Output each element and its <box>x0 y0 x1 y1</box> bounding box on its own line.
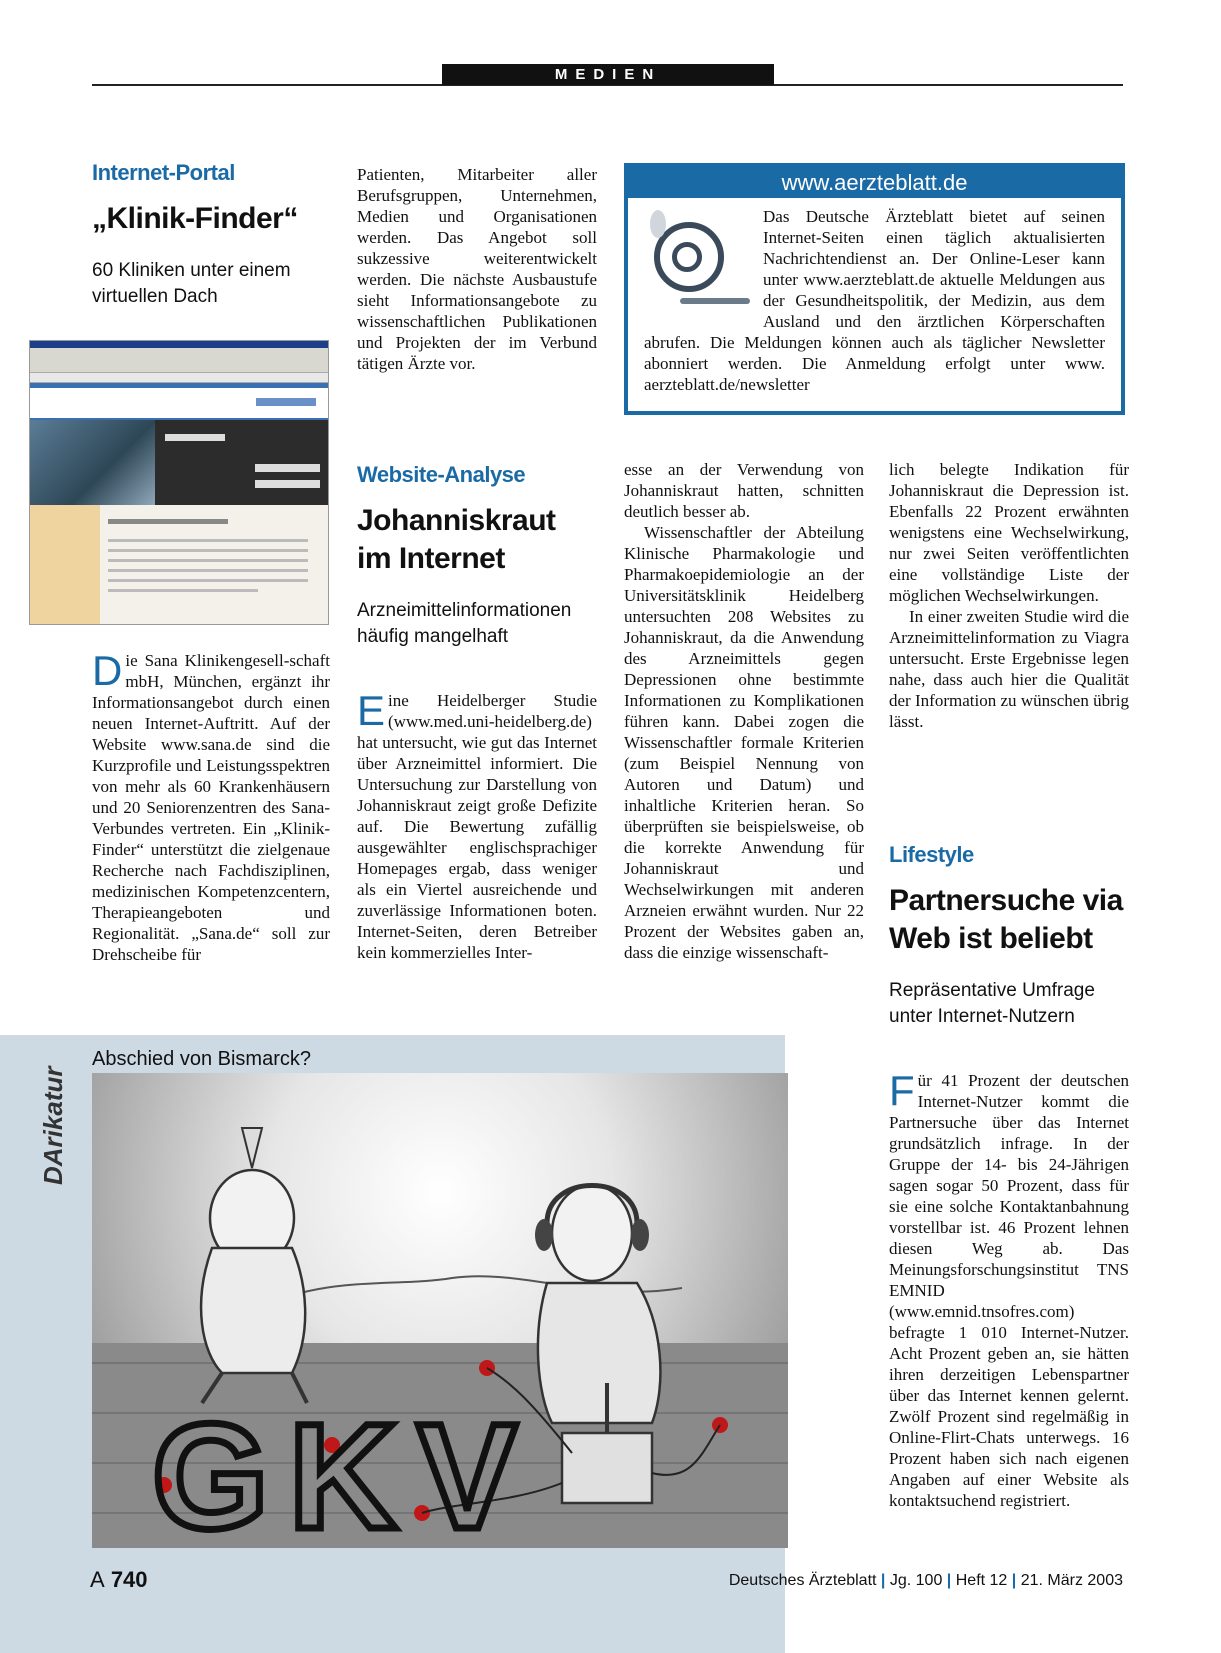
article1-subtitle: 60 Kliniken unter einem virtuellen Dach <box>92 260 291 307</box>
website-screenshot-image <box>29 340 329 625</box>
info-box-body: Das Deutsche Ärzteblatt bietet auf seinen Internet-Seiten einen täglich aktualisierten Nachrichtendienst an. Der Online-Leser kann unter www.aerzteblatt.de aktuelle Meldungen aus der Gesundheitspolitik, der Medizin, aus dem Ausland und den ärztlichen Körperschaften abrufen. Die Meldungen können auch als täglicher Newsletter abonniert werden. Die Anmeldung erfolgt unter www. aerzteblatt.de/newsletter <box>644 207 1105 394</box>
article2-kicker: Website-Analyse <box>357 462 526 487</box>
article3-dropcap: F <box>889 1067 915 1114</box>
article2-col1: Eine Heidelberger Studie (www.med.uni-heidelberg.de) hat untersucht, wie gut das Internet über Arzneimittel informiert. Die Untersuchung zur Darstellung von Johanniskraut zeigt große Defizite auf. Die Bewertung zufällig ausgewählter englischsprachiger Homepages ergab, dass weniger als ein Viertel ausreichende und zuverlässige Informationen boten. Internet-Seiten, deren Betreiber kein kommerzielles Inter- <box>357 687 597 962</box>
article1-body-continued: Patienten, Mitarbeiter aller Berufsgruppen, Unternehmen, Medien und Organisationen werden. Das Angebot soll sukzessive weiterentwickelt werden. Die nächste Ausbaustufe sieht Informationsangebote zu wissenschaftlichen Publikationen und Projekten der im Verbund tätigen Ärzte vor. <box>357 165 597 373</box>
info-box-title: www.aerzteblatt.de <box>628 167 1121 198</box>
article2-col3: lich belegte Indikation für Johanniskraut die Depression ist. Ebenfalls 22 Prozent erwähnten wenigstens eine Wechselwirkung, nur zwei Seiten veröffentlichten eine vollständige Liste der möglichen Wechselwirkungen. In einer zweiten Studie wird die Arzneimittelinformation zu Viagra untersucht. Erste Ergebnisse legen nahe, dass auch hier die Qualität der Information zu wünschen übrig lässt. <box>889 460 1129 731</box>
at-sign-image <box>640 210 755 318</box>
section-label: MEDIEN <box>442 64 774 85</box>
cartoon-caption: Abschied von Bismarck? <box>92 1048 311 1070</box>
footer-citation: Deutsches Ärzteblatt | Jg. 100 | Heft 12 | 21. März 2003 <box>728 1572 1123 1589</box>
article1-body: Die Sana Klinikengesell-schaft mbH, München, ergänzt ihr Informationsangebot durch einen neuen Internet-Auftritt. Auf der Website www.sana.de sind die Kurzprofile und Leistungsspektren von mehr als 60 Krankenhäusern und 20 Seniorenzentren des Sana-Verbundes vertreten. Ein „Klinik-Finder“ unterstützt die zielgenaue Recherche nach Fachdisziplinen, medizinischen Kompetenzcentern, Therapieangeboten und Regionalität. „Sana.de“ soll zur Drehscheibe für <box>92 647 330 964</box>
page-number: A 740 <box>90 1567 148 1592</box>
article2-dropcap: E <box>357 687 386 734</box>
article3-body: Für 41 Prozent der deutschen Internet-Nutzer kommt die Partnersuche über das Internet grundsätzlich infrage. In der Gruppe der 14- bis 24-Jährigen sagen sogar 50 Prozent, dass für sie eine solche Kontaktanbahnung vorstellbar ist. 46 Prozent lehnen diesen Weg ab. Das Meinungsforschungsinstitut TNS EMNID (www.emnid.tnsofres.com) befragte 1 010 Internet-Nutzer. Acht Prozent geben an, sie hätten ihren derzeitigen Lebenspartner über das Internet kennen gelernt. Zwölf Prozent sind regelmäßig in Online-Flirt-Chats unterwegs. 16 Prozent haben sich nach eigenen Angaben auf einer Website als kontaktsuchend registriert. <box>889 1067 1129 1510</box>
gkv-wall-letters: GKV <box>152 1392 538 1548</box>
article2-col2: esse an der Verwendung von Johanniskraut hatten, schnitten deutlich besser ab. Wissenschaftler der Abteilung Klinische Pharmakologie und Pharmakoepidemiologie an der Universitätsklinik Heidelberg untersuchten 208 Websites zu Johanniskraut, da die Anwendung des Arzneimittels gegen Depressionen ohne bestimmte Informationen zu Komplikationen führen kann. Dabei zogen die Wissenschaftler formale Kriterien (zum Beispiel Nennung von Autoren und Datum) und inhaltliche Kriterien heran. So überprüften sie beispielsweise, ob die korrekte Anwendung für Johanniskraut und Wechselwirkungen mit anderen Arzneien erwähnt wurden. Nur 22 Prozent der Websites gaben an, dass die einzige wissenschaft- <box>624 460 864 962</box>
article1-kicker: Internet-Portal <box>92 160 235 185</box>
cartoon-illustration <box>92 1073 788 1548</box>
article2-headline: Johanniskraut im Internet <box>357 504 556 575</box>
article3-kicker: Lifestyle <box>889 842 974 867</box>
article3-headline: Partnersuche via Web ist beliebt <box>889 884 1123 955</box>
article1-dropcap: D <box>92 647 123 694</box>
article1-headline: „Klinik-Finder“ <box>92 202 298 235</box>
cartoon-drawing <box>92 1073 788 1548</box>
darikatur-side-label: DArikatur <box>38 1066 68 1185</box>
article2-subtitle: Arzneimittelinformationen häufig mangelhaft <box>357 600 572 647</box>
aerzteblatt-info-box <box>624 163 1125 415</box>
article3-subtitle: Repräsentative Umfrage unter Internet-Nutzern <box>889 980 1095 1027</box>
